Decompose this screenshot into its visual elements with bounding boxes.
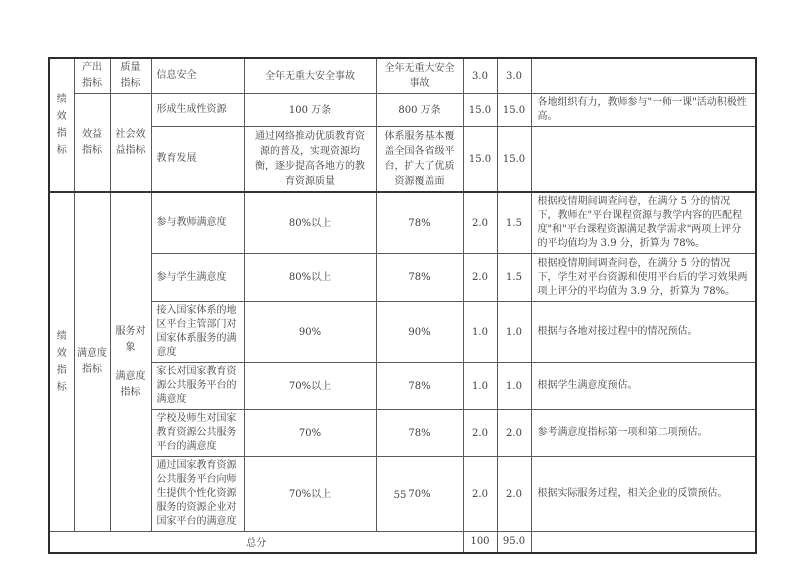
- group-header-performance-top: [49, 58, 74, 192]
- total-score-cell: 95.0: [497, 532, 531, 553]
- score-cell: 1.0: [497, 363, 531, 410]
- score-cell: 1.5: [497, 192, 531, 254]
- remark-cell: 根据疫情期间调查问卷，在满分 5 分的情况下，学生对平台资源和使用平台后的学习效果两项上评分的平均值为 3.9 分，折算为 78%。: [531, 254, 756, 302]
- page-number: 55: [393, 490, 407, 501]
- group-header-produce-label: 产出指标: [82, 62, 102, 89]
- weight-cell: 2.0: [463, 457, 497, 532]
- table-row-education-development: [49, 127, 756, 193]
- score-cell: 15.0: [497, 94, 531, 127]
- group-header-satisfaction-sub-label: 满意度指标: [115, 370, 146, 398]
- table-row-parent-satisfaction: [49, 363, 756, 410]
- target-cell: 全年无重大安全事故: [244, 58, 376, 94]
- indicator-cell: 形成生成性资源: [151, 94, 244, 127]
- weight-cell: 1.0: [463, 363, 497, 410]
- weight-cell: 2.0: [463, 192, 497, 254]
- target-cell: 80%以上: [244, 192, 376, 254]
- actual-cell: 78%: [376, 363, 463, 410]
- actual-cell: 全年无重大安全事故: [376, 58, 463, 94]
- indicator-cell: 家长对国家教育资源公共服务平台的满意度: [151, 363, 244, 410]
- actual-cell: 90%: [376, 302, 463, 363]
- actual-cell: 78%: [376, 410, 463, 457]
- group-header-performance-bottom-label: 绩效指标: [56, 331, 67, 393]
- score-cell: 15.0: [497, 127, 531, 193]
- group-header-social-benefit-label: 社会效益指标: [115, 128, 146, 156]
- target-cell: 70%: [244, 410, 376, 457]
- weight-cell: 15.0: [463, 94, 497, 127]
- actual-cell: 78%: [376, 192, 463, 254]
- group-header-satisfaction: [74, 192, 110, 532]
- indicator-cell: 教育发展: [151, 127, 244, 193]
- table-row-generated-resources: [49, 94, 756, 127]
- group-header-performance-bottom: [49, 192, 74, 532]
- group-header-quality: [110, 58, 151, 94]
- remark-cell: 参考满意度指标第一项和第二项预估。: [531, 410, 756, 457]
- remark-cell: [531, 127, 756, 193]
- performance-indicator-table: [48, 57, 757, 554]
- group-header-benefit: [74, 94, 110, 193]
- actual-cell: 78%: [376, 254, 463, 302]
- score-cell: 1.5: [497, 254, 531, 302]
- target-cell: 70%以上: [244, 457, 376, 532]
- indicator-cell: 接入国家体系的地区平台主管部门对国家体系服务的满意度: [151, 302, 244, 363]
- target-cell: 通过网络推动优质教育资源的普及，实现资源均衡，逐步提高各地方的教育资源质量: [244, 127, 376, 193]
- remark-cell: 根据学生满意度预估。: [531, 363, 756, 410]
- remark-cell: 各地组织有力，教师参与"一师一课"活动积极性高。: [531, 94, 756, 127]
- remark-cell: [531, 58, 756, 94]
- group-header-produce: [74, 58, 110, 94]
- score-cell: 3.0: [497, 58, 531, 94]
- total-label-cell: 总分: [49, 532, 463, 553]
- score-cell: 2.0: [497, 457, 531, 532]
- indicator-cell: 学校及师生对国家教育资源公共服务平台的满意度: [151, 410, 244, 457]
- weight-cell: 15.0: [463, 127, 497, 193]
- remark-cell: 根据实际服务过程，相关企业的反馈预估。: [531, 457, 756, 532]
- score-cell: 1.0: [497, 302, 531, 363]
- total-weight-cell: 100: [463, 532, 497, 553]
- actual-cell: 体系服务基本覆盖全国各省级平台，扩大了优质资源覆盖面: [376, 127, 463, 193]
- table-row-info-security: [49, 58, 756, 94]
- table-row-teacher-satisfaction: [49, 192, 756, 254]
- group-header-performance-top-label: 绩效指标: [56, 94, 67, 156]
- group-header-quality-label: 质量指标: [120, 62, 141, 89]
- indicator-cell: 参与教师满意度: [151, 192, 244, 254]
- group-header-satisfaction-label: 满意度指标: [77, 348, 107, 375]
- remark-cell: 根据与各地对接过程中的情况预估。: [531, 302, 756, 363]
- target-cell: 100 万条: [244, 94, 376, 127]
- target-cell: 80%以上: [244, 254, 376, 302]
- table-row-regional-platform-satisfaction: [49, 302, 756, 363]
- weight-cell: 2.0: [463, 254, 497, 302]
- weight-cell: 1.0: [463, 302, 497, 363]
- table-row-total: [49, 532, 756, 553]
- actual-cell: 800 万条: [376, 94, 463, 127]
- weight-cell: 3.0: [463, 58, 497, 94]
- service-object-stack: [111, 324, 151, 401]
- group-header-social-benefit: [110, 94, 151, 193]
- group-header-service-object: [110, 192, 151, 532]
- indicator-cell: 参与学生满意度: [151, 254, 244, 302]
- actual-cell: 70%: [376, 457, 463, 532]
- remark-cell: 根据疫情期间调查问卷，在满分 5 分的情况下，教师在"平台课程资源与教学内容的匹配程度"和"平台课程资源满足教学需求"两项上评分的平均值均为 3.9 分，折算为 78%。: [531, 192, 756, 254]
- target-cell: 70%以上: [244, 363, 376, 410]
- target-cell: 90%: [244, 302, 376, 363]
- table-row-school-satisfaction: [49, 410, 756, 457]
- table-row-student-satisfaction: [49, 254, 756, 302]
- score-cell: 2.0: [497, 410, 531, 457]
- indicator-cell: 信息安全: [151, 58, 244, 94]
- weight-cell: 2.0: [463, 410, 497, 457]
- total-remark-cell: [531, 532, 756, 553]
- indicator-cell: 通过国家教育资源公共服务平台向师生提供个性化资源服务的资源企业对国家平台的满意度: [151, 457, 244, 532]
- group-header-service-object-label: 服务对象: [115, 325, 146, 353]
- group-header-benefit-label: 效益指标: [82, 128, 102, 156]
